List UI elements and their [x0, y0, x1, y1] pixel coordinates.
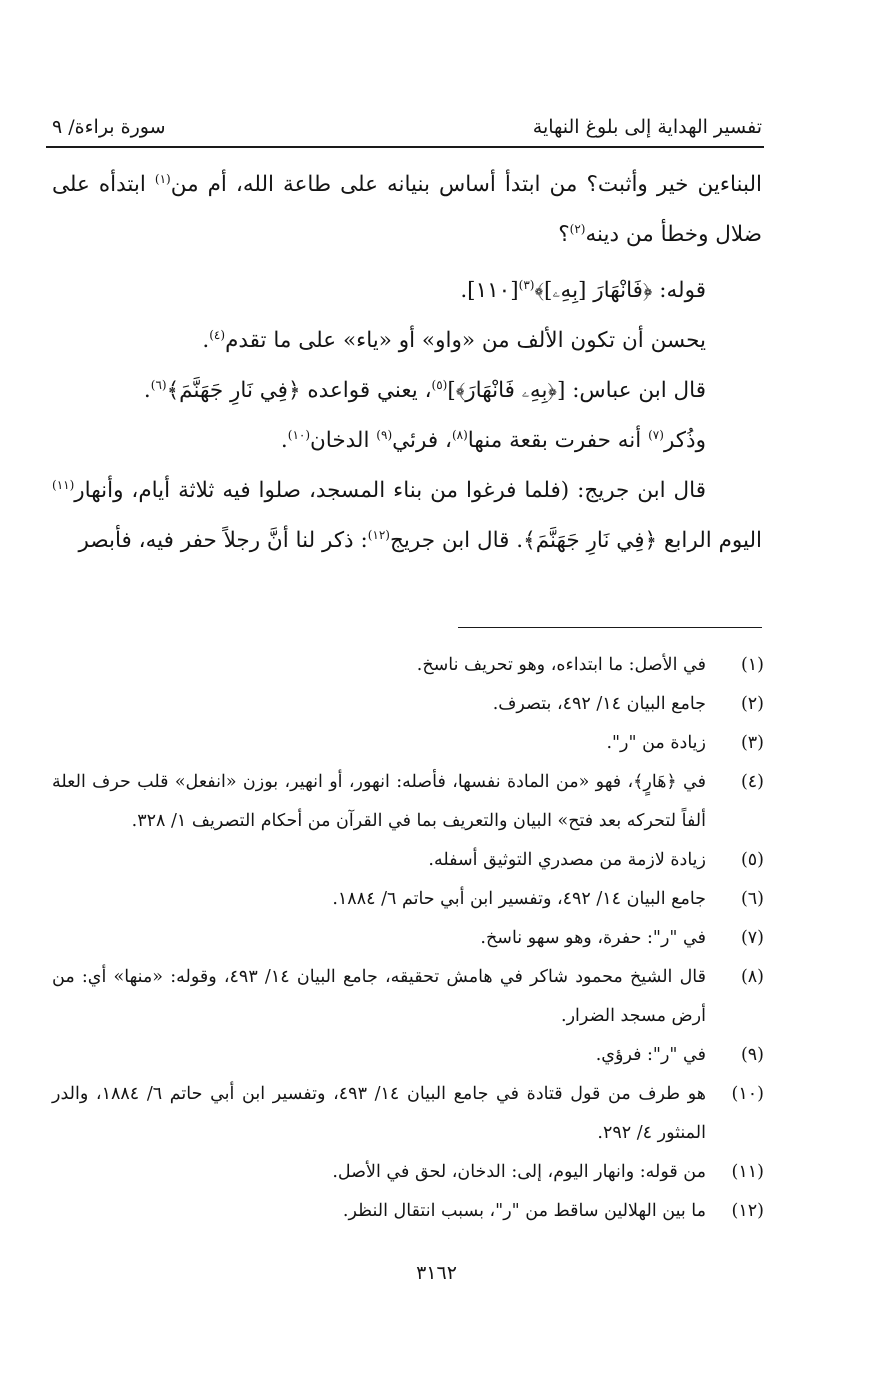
p5-text-d: الدخان [310, 428, 377, 453]
footnote-text: في ﴿هَارٍ﴾، فهو «من المادة نفسها، فأصله: انهور، أو انهير، بوزن «انفعل» قلب حرف العلة ألفاً لتحركه بعد فتح» البيان والتعريف بما في القرآن من أحكام التصريف ١/ ٣٢٨. [52, 772, 706, 831]
footnote-number: (٥) [740, 850, 764, 870]
paragraph-5 [52, 416, 762, 466]
p6-text-d: : ذكر لنا أنَّ رجلاً حفر فيه، فأبصر [78, 528, 368, 553]
p1-text-a: البناءين خير وأثبت؟ من ابتدأ أساس بنيانه على طاعة الله، أم من [170, 172, 762, 197]
footnote-number: (٨) [740, 967, 764, 987]
footnote-item [52, 919, 764, 958]
p5-text-e: . [280, 428, 288, 453]
footnote-number: (٢) [740, 694, 764, 714]
footnote-text: جامع البيان ١٤/ ٤٩٢، وتفسير ابن أبي حاتم ٦/ ١٨٨٤. [332, 889, 706, 909]
footnote-number: (١٢) [731, 1201, 764, 1221]
footnote-text: من قوله: وانهار اليوم، إلى: الدخان، لحق في الأصل. [332, 1162, 706, 1182]
paragraph-1 [52, 160, 762, 260]
footnote-number: (٦) [740, 889, 764, 909]
footnotes [52, 646, 764, 1231]
footnote-marker-10[interactable]: (١٠) [287, 427, 311, 442]
p1-text-c: ؟ [558, 222, 570, 247]
footnote-number: (١) [740, 655, 764, 675]
footnote-item [52, 1036, 764, 1075]
p5-text-b: أنه حفرت بقعة منها [467, 428, 649, 453]
footnote-number: (١١) [731, 1162, 764, 1182]
header-rule [46, 146, 764, 148]
p1-text-b: ابتدأه على ضلال وخطأ من دينه [52, 172, 762, 247]
footnote-marker-5[interactable]: (٥) [431, 377, 448, 392]
footnote-marker-1[interactable]: (١) [154, 171, 171, 186]
footnote-marker-3[interactable]: (٣) [518, 277, 535, 292]
p3-text-a: يحسن أن تكون الألف من «واو» أو «ياء» على ما تقدم [225, 328, 706, 353]
footnote-text: جامع البيان ١٤/ ٤٩٢، بتصرف. [492, 694, 706, 714]
footnote-marker-4[interactable]: (٤) [209, 327, 226, 342]
footnote-marker-8[interactable]: (٨) [451, 427, 468, 442]
p4-text-c: ، يعني قواعده [300, 378, 432, 403]
quran-quote: ﴿فَانْهَارَ [بِهِۦ]﴾ [534, 278, 653, 303]
footnote-marker-2[interactable]: (٢) [569, 221, 586, 236]
quran-quote: ﴿فِي نَارِ جَهَنَّمَ﴾ [166, 378, 301, 403]
footnote-separator [458, 627, 762, 628]
footnote-text: زيادة لازمة من مصدري التوثيق أسفله. [428, 850, 706, 870]
p6-text-c: . قال ابن جريج [389, 528, 524, 553]
footnote-text: في "ر": حفرة، وهو سهو ناسخ. [480, 928, 706, 948]
footnote-number: (١٠) [731, 1084, 764, 1104]
paragraph-2 [52, 266, 762, 316]
footnote-item [52, 880, 764, 919]
footnote-marker-7[interactable]: (٧) [648, 427, 664, 442]
p5-text-c: ، فرئي [392, 428, 452, 453]
paragraph-4 [52, 366, 762, 416]
header-book-title: تفسير الهداية إلى بلوغ النهاية [532, 116, 762, 138]
footnote-text: ما بين الهلالين ساقط من "ر"، بسبب انتقال النظر. [342, 1201, 706, 1221]
p4-text-d: . [143, 378, 151, 403]
footnote-marker-11[interactable]: (١١) [52, 477, 75, 492]
footnote-item [52, 1192, 764, 1231]
footnote-item [52, 1075, 764, 1153]
verse-number: [١١٠]. [460, 278, 519, 303]
footnote-marker-9[interactable]: (٩) [376, 427, 393, 442]
p6-text-b: اليوم الرابع [657, 528, 762, 553]
header-surah-ref: سورة براءة/ ٩ [52, 116, 166, 138]
footnote-marker-12[interactable]: (١٢) [367, 527, 390, 542]
p6-text-a: قال ابن جريج: (فلما فرغوا من بناء المسجد، صلوا فيه ثلاثة أيام، وأنهار [74, 478, 706, 503]
footnote-item [52, 646, 764, 685]
footnote-item [52, 958, 764, 1036]
footnote-number: (٣) [740, 733, 764, 753]
footnote-item [52, 763, 764, 841]
footnote-item [52, 841, 764, 880]
main-text [52, 160, 762, 566]
footnote-item [52, 724, 764, 763]
quran-quote: ﴿فِي نَارِ جَهَنَّمَ﴾ [523, 528, 658, 553]
p2-text-a: قوله: [652, 278, 706, 303]
footnote-text: قال الشيخ محمود شاكر في هامش تحقيقه، جامع البيان ١٤/ ٤٩٣، وقوله: «منها» أي: من أرض مسجد الضرار. [52, 967, 707, 1026]
footnote-text: زيادة من "ر". [606, 733, 706, 753]
footnote-marker-6[interactable]: (٦) [150, 377, 167, 392]
paragraph-6 [52, 466, 762, 566]
p5-text-a: وذُكر [663, 428, 706, 453]
paragraph-3 [52, 316, 762, 366]
page-number: ٣١٦٢ [416, 1262, 457, 1284]
quran-quote: ﴿بِهِۦ فَانْهَارَ﴾ [455, 378, 557, 403]
footnote-text: في "ر": فرؤي. [595, 1045, 706, 1065]
footnote-text: في الأصل: ما ابتداءه، وهو تحريف ناسخ. [416, 655, 706, 675]
p3-text-b: . [202, 328, 210, 353]
footnote-number: (٤) [740, 772, 764, 792]
footnote-item [52, 1153, 764, 1192]
footnote-item [52, 685, 764, 724]
running-header [52, 98, 762, 138]
p4-text-a: قال ابن عباس: [ [556, 378, 706, 403]
footnote-text: هو طرف من قول قتادة في جامع البيان ١٤/ ٤٩٣، وتفسير ابن أبي حاتم ٦/ ١٨٨٤، والدر المنثور ٤/ ٢٩٢. [52, 1084, 706, 1143]
footnote-number: (٩) [740, 1045, 764, 1065]
footnote-number: (٧) [740, 928, 764, 948]
p4-text-b: ] [447, 378, 456, 403]
